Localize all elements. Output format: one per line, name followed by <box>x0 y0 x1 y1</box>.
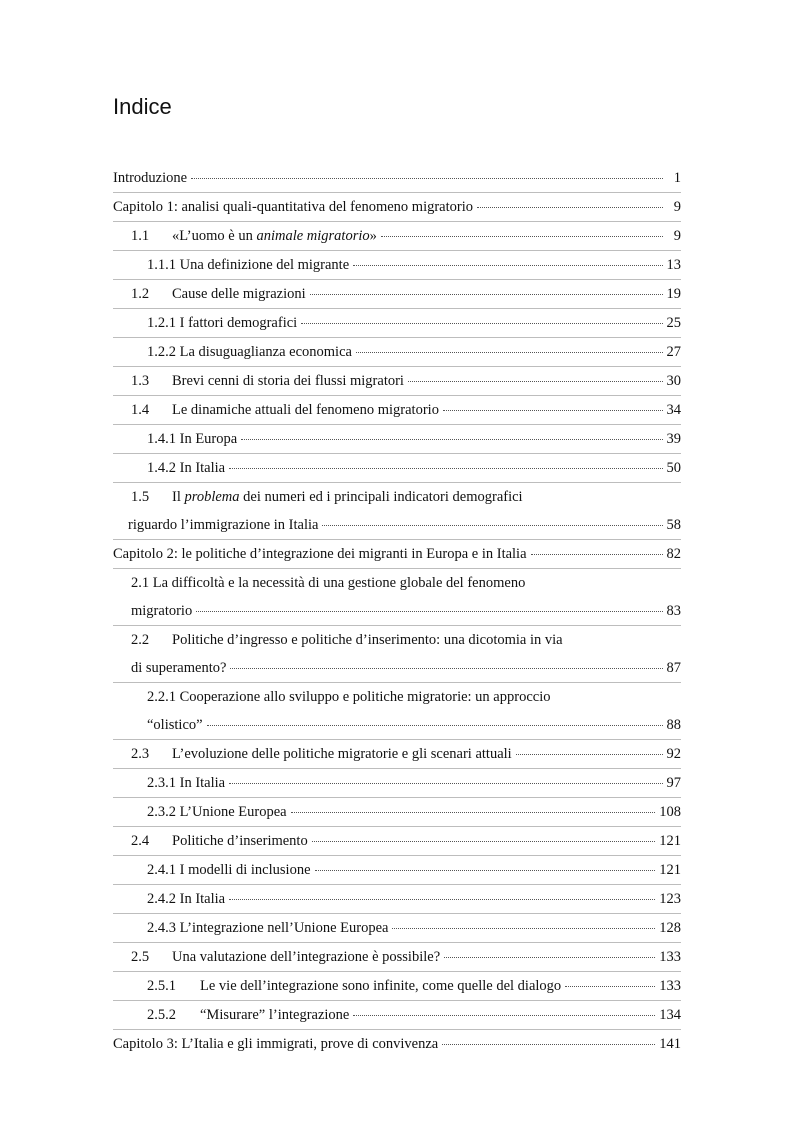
toc-entry-title: Le vie dell’integrazione sono infinite, come quelle del dialogo <box>200 978 562 994</box>
toc-entry-page: 50 <box>666 460 681 476</box>
toc-entry-title: 2.2.1 Cooperazione allo sviluppo e politiche migratorie: un approccio <box>147 689 551 705</box>
leader-dots <box>229 468 662 469</box>
toc-entry-page: 88 <box>666 717 681 733</box>
toc-entry-page: 92 <box>666 746 681 762</box>
toc-entry-title: 2.3.1 In Italia <box>147 775 226 791</box>
toc-entry-title: “Misurare” l’integrazione <box>200 1007 350 1023</box>
leader-dots <box>516 754 663 755</box>
toc-entry-title: 2.4.3 L’integrazione nell’Unione Europea <box>147 920 389 936</box>
toc-entry-introduzione[interactable] <box>113 164 681 192</box>
toc-entry-1-4[interactable] <box>113 395 681 424</box>
toc-entry-page: 134 <box>659 1007 681 1023</box>
toc-entry-number: 2.5.1 <box>147 978 176 994</box>
toc-entry-2-2[interactable] <box>113 625 681 682</box>
toc-entry-title: Una valutazione dell’integrazione è possibile? <box>172 949 441 965</box>
toc-entry-page: 9 <box>673 199 681 215</box>
toc-entry-title: Politiche d’inserimento <box>172 833 308 849</box>
leader-dots <box>229 783 662 784</box>
toc-entry-page: 87 <box>666 660 681 676</box>
toc-entry-number: 2.4 <box>131 833 150 849</box>
toc-entry-number: 1.5 <box>131 489 150 505</box>
toc-entry-2-5-2[interactable] <box>113 1000 681 1029</box>
toc-entry-number: 2.5 <box>131 949 150 965</box>
leader-dots <box>477 207 663 208</box>
toc-entry-title: Il problema dei numeri ed i principali indicatori demografici <box>172 489 523 505</box>
leader-dots <box>565 986 655 987</box>
toc-entry-page: 108 <box>659 804 681 820</box>
leader-dots <box>356 352 663 353</box>
toc-entry-title-continued: di superamento? <box>131 660 227 676</box>
toc-entry-1-2-1[interactable] <box>113 308 681 337</box>
toc-entry-page: 58 <box>666 517 681 533</box>
toc-entry-2-5-1[interactable] <box>113 971 681 1000</box>
toc-entry-page: 27 <box>666 344 681 360</box>
toc-entry-number: 1.4 <box>131 402 150 418</box>
toc-entry-page: 82 <box>666 546 681 562</box>
toc-entry-title: 1.4.1 In Europa <box>147 431 238 447</box>
toc-entry-title: 2.1 La difficoltà e la necessità di una gestione globale del fenomeno <box>131 575 526 591</box>
toc-entry-number: 2.2 <box>131 632 150 648</box>
toc-entry-title: 2.4.2 In Italia <box>147 891 226 907</box>
leader-dots <box>381 236 663 237</box>
leader-dots <box>315 870 656 871</box>
toc-entry-title: Introduzione <box>113 170 188 186</box>
toc-entry-1-1-1[interactable] <box>113 250 681 279</box>
toc-entry-number: 1.2 <box>131 286 150 302</box>
table-of-contents <box>113 164 681 1058</box>
toc-entry-page: 9 <box>673 228 681 244</box>
toc-entry-title-continued: “olistico” <box>147 717 203 733</box>
toc-entry-number: 1.3 <box>131 373 150 389</box>
toc-entry-page: 39 <box>666 431 681 447</box>
leader-dots <box>229 899 655 900</box>
toc-entry-2-3-1[interactable] <box>113 768 681 797</box>
leader-dots <box>291 812 656 813</box>
toc-entry-2-3-2[interactable] <box>113 797 681 826</box>
toc-entry-1-1[interactable] <box>113 221 681 250</box>
toc-entry-title: 1.2.1 I fattori demografici <box>147 315 298 331</box>
toc-entry-title-continued: riguardo l’immigrazione in Italia <box>128 517 319 533</box>
toc-entry-page: 133 <box>659 949 681 965</box>
toc-entry-number: 1.1 <box>131 228 150 244</box>
toc-entry-title: Cause delle migrazioni <box>172 286 306 302</box>
toc-entry-title: Le dinamiche attuali del fenomeno migratorio <box>172 402 439 418</box>
toc-entry-2-4[interactable] <box>113 826 681 855</box>
toc-entry-title: Brevi cenni di storia dei flussi migratori <box>172 373 404 389</box>
toc-entry-page: 133 <box>659 978 681 994</box>
toc-entry-1-5[interactable] <box>113 482 681 539</box>
toc-entry-2-4-3[interactable] <box>113 913 681 942</box>
toc-entry-capitolo-1[interactable] <box>113 192 681 221</box>
toc-entry-capitolo-2[interactable] <box>113 539 681 568</box>
toc-entry-2-4-1[interactable] <box>113 855 681 884</box>
leader-dots <box>408 381 663 382</box>
toc-entry-title: 2.3.2 L’Unione Europea <box>147 804 287 820</box>
toc-entry-2-4-2[interactable] <box>113 884 681 913</box>
toc-entry-page: 30 <box>666 373 681 389</box>
leader-dots <box>312 841 656 842</box>
toc-entry-page: 34 <box>666 402 681 418</box>
toc-entry-page: 97 <box>666 775 681 791</box>
toc-entry-title: L’evoluzione delle politiche migratorie e gli scenari attuali <box>172 746 512 762</box>
toc-entry-page: 128 <box>659 920 681 936</box>
toc-entry-page: 123 <box>659 891 681 907</box>
toc-entry-number: 2.3 <box>131 746 150 762</box>
leader-dots <box>322 525 662 526</box>
toc-entry-page: 13 <box>666 257 681 273</box>
toc-entry-page: 1 <box>673 170 681 186</box>
toc-entry-title: Politiche d’ingresso e politiche d’inserimento: una dicotomia in via <box>172 632 563 648</box>
leader-dots <box>230 668 662 669</box>
leader-dots <box>353 1015 655 1016</box>
page-title: Indice <box>113 94 172 119</box>
toc-entry-page: 121 <box>659 862 681 878</box>
toc-entry-number: 2.5.2 <box>147 1007 176 1023</box>
toc-entry-title-continued: migratorio <box>131 603 193 619</box>
toc-entry-page: 121 <box>659 833 681 849</box>
toc-entry-title: 1.4.2 In Italia <box>147 460 226 476</box>
toc-entry-page: 83 <box>666 603 681 619</box>
toc-entry-title: 2.4.1 I modelli di inclusione <box>147 862 311 878</box>
toc-entry-title: Capitolo 1: analisi quali-quantitativa del fenomeno migratorio <box>113 199 473 215</box>
toc-entry-1-4-2[interactable] <box>113 453 681 482</box>
toc-entry-page: 25 <box>666 315 681 331</box>
leader-dots <box>531 554 663 555</box>
leader-dots <box>444 957 655 958</box>
toc-entry-title: Capitolo 2: le politiche d’integrazione dei migranti in Europa e in Italia <box>113 546 527 562</box>
toc-entry-1-2[interactable] <box>113 279 681 308</box>
leader-dots <box>191 178 663 179</box>
toc-entry-title: Capitolo 3: L’Italia e gli immigrati, prove di convivenza <box>113 1036 439 1052</box>
leader-dots <box>196 611 662 612</box>
leader-dots <box>241 439 662 440</box>
leader-dots <box>353 265 662 266</box>
toc-entry-1-4-1[interactable] <box>113 424 681 453</box>
toc-entry-page: 19 <box>666 286 681 302</box>
toc-entry-2-2-1[interactable] <box>113 682 681 739</box>
toc-entry-1-2-2[interactable] <box>113 337 681 366</box>
leader-dots <box>392 928 655 929</box>
toc-entry-2-3[interactable] <box>113 739 681 768</box>
toc-entry-title: 1.1.1 Una definizione del migrante <box>147 257 350 273</box>
toc-entry-title: 1.2.2 La disuguaglianza economica <box>147 344 352 360</box>
toc-entry-page: 141 <box>659 1036 681 1052</box>
leader-dots <box>443 410 663 411</box>
leader-dots <box>310 294 663 295</box>
toc-entry-2-1[interactable] <box>113 568 681 625</box>
toc-entry-2-5[interactable] <box>113 942 681 971</box>
toc-entry-1-3[interactable] <box>113 366 681 395</box>
leader-dots <box>207 725 663 726</box>
leader-dots <box>442 1044 655 1045</box>
toc-entry-capitolo-3[interactable] <box>113 1029 681 1058</box>
leader-dots <box>301 323 662 324</box>
toc-entry-title: «L’uomo è un animale migratorio» <box>172 228 377 244</box>
